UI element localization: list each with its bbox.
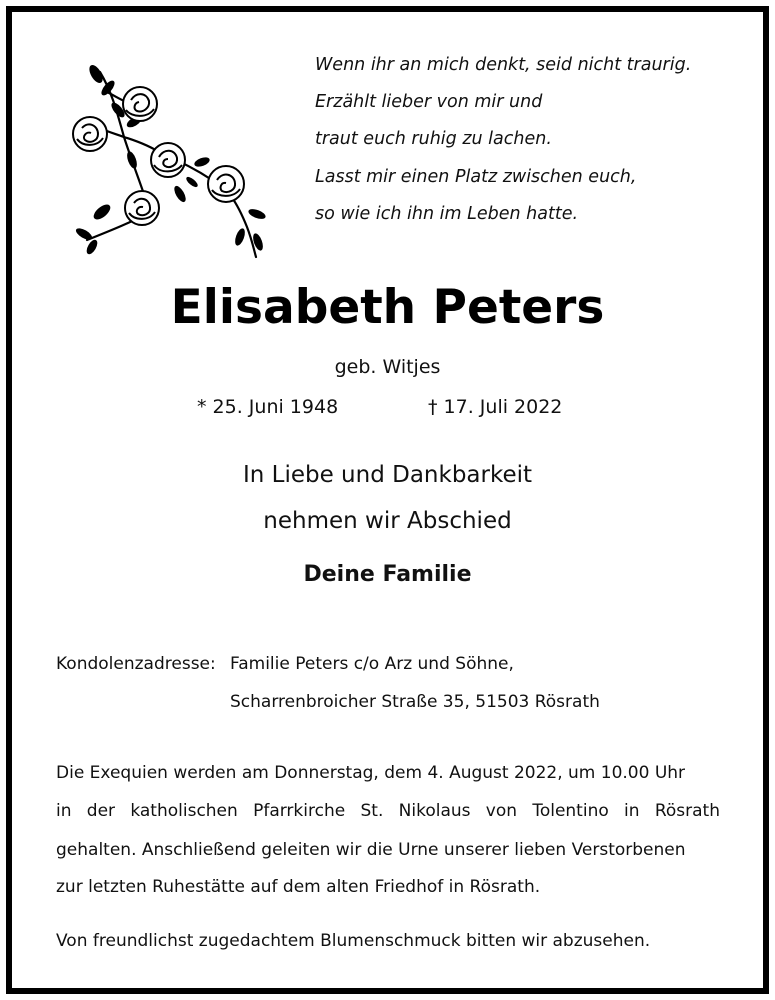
poem-line: Lasst mir einen Platz zwischen euch, — [315, 167, 637, 187]
funeral-text-line: in der katholischen Pfarrkirche St. Nikolaus von Tolentino in Rösrath — [56, 801, 720, 821]
deceased-name: Elisabeth Peters — [170, 280, 605, 335]
poem-line: Erzählt lieber von mir und — [315, 92, 543, 112]
farewell-line: In Liebe und Dankbarkeit — [242, 462, 533, 488]
condolence-address-line: Scharrenbroicher Straße 35, 51503 Rösrath — [230, 692, 600, 712]
funeral-text-line: Die Exequien werden am Donnerstag, dem 4. August 2022, um 10.00 Uhr — [56, 763, 686, 783]
funeral-text-line: zur letzten Ruhestätte auf dem alten Friedhof in Rösrath. — [56, 877, 541, 897]
birth-date: * 25. Juni 1948 — [197, 396, 339, 418]
poem-line: Wenn ihr an mich denkt, seid nicht traurig. — [315, 55, 692, 75]
flowers-note: Von freundlichst zugedachtem Blumenschmuck bitten wir abzusehen. — [56, 931, 651, 951]
condolence-address-line: Familie Peters c/o Arz und Söhne, — [230, 654, 514, 674]
roses-icon — [62, 62, 272, 262]
poem-line: traut euch ruhig zu lachen. — [315, 129, 552, 149]
family-signature: Deine Familie — [303, 562, 472, 587]
maiden-name: geb. Witjes — [334, 356, 441, 378]
condolence-label: Kondolenzadresse: — [56, 654, 216, 674]
farewell-line: nehmen wir Abschied — [263, 508, 512, 534]
death-date: † 17. Juli 2022 — [428, 396, 563, 418]
poem-line: so wie ich ihn im Leben hatte. — [315, 204, 579, 224]
funeral-text-line: gehalten. Anschließend geleiten wir die Urne unserer lieben Verstorbenen — [56, 840, 686, 860]
